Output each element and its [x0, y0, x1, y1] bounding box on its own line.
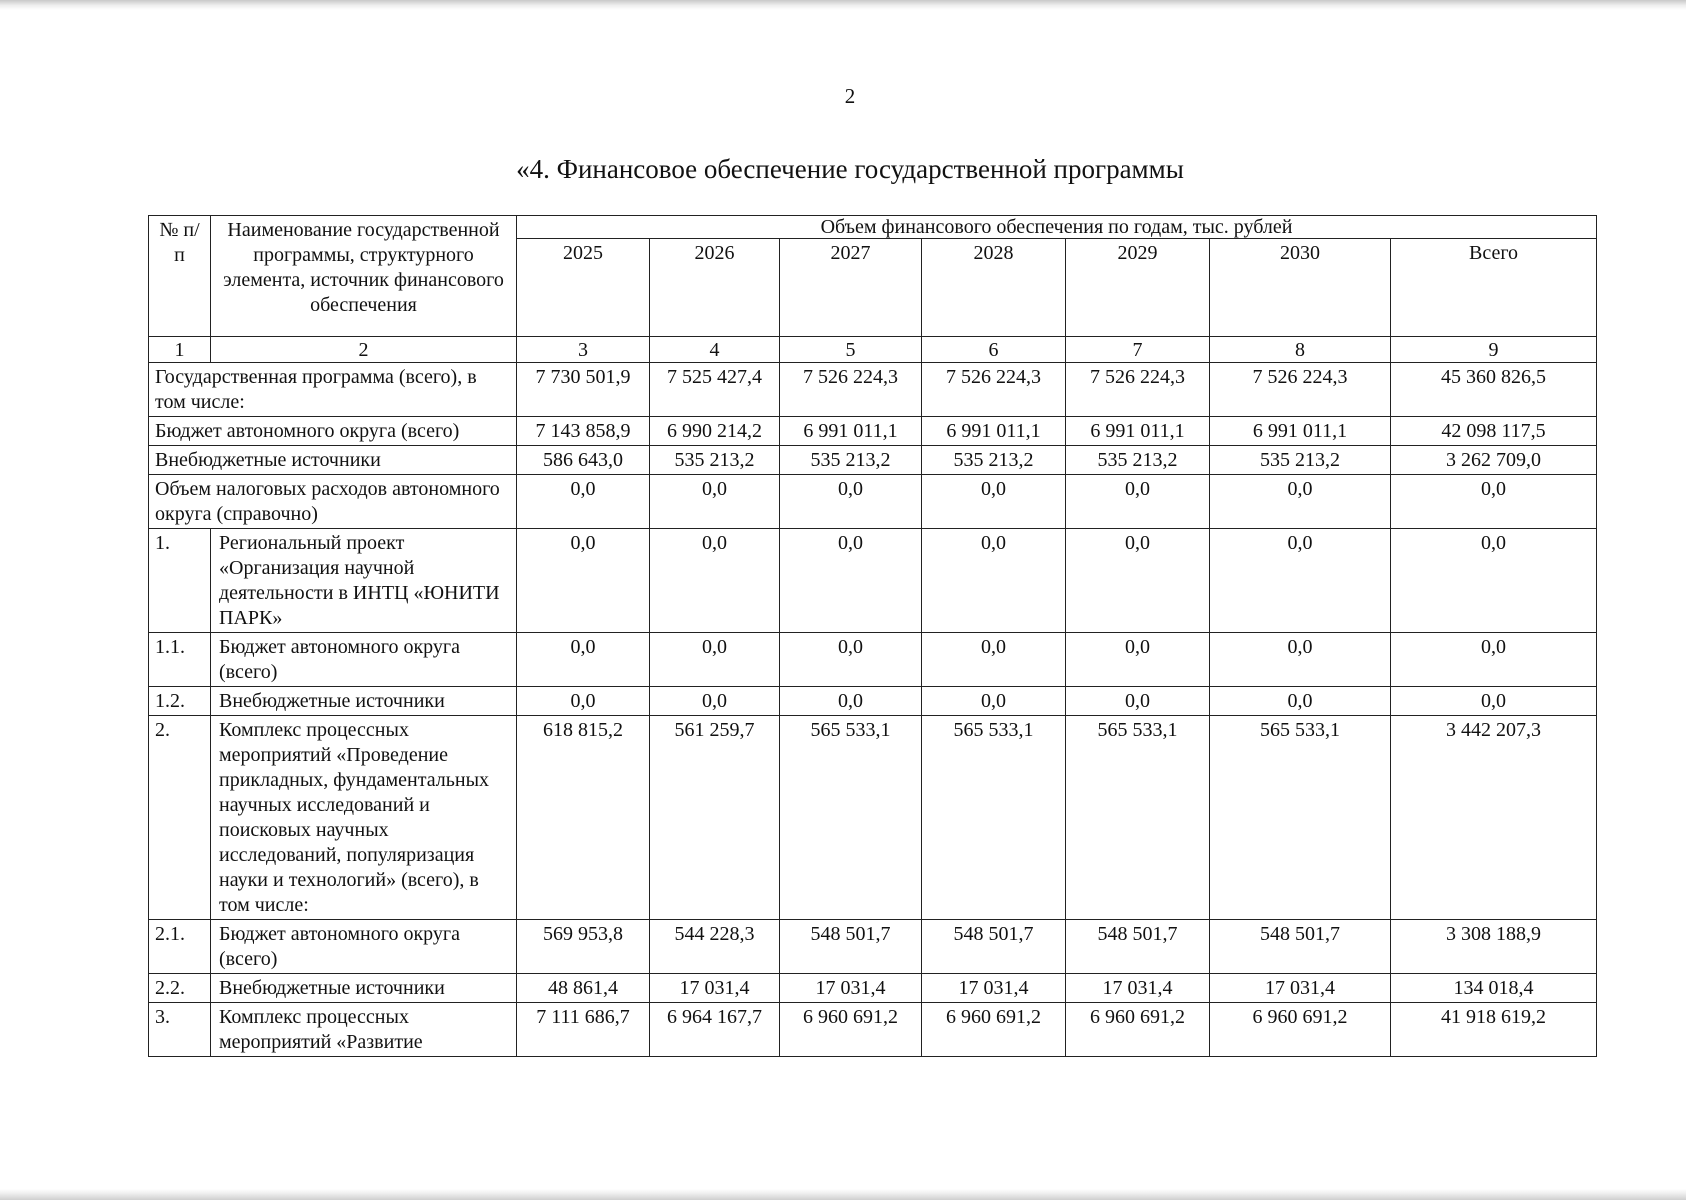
row-value: 7 526 224,3: [1210, 363, 1391, 417]
page-number: 2: [844, 84, 856, 108]
row-value: 6 960 691,2: [1210, 1003, 1391, 1057]
row-value: 586 643,0: [517, 446, 650, 475]
row-label: Региональный проект «Организация научной деятельности в ИНТЦ «ЮНИТИ ПАРК»: [211, 529, 517, 633]
header-year: 2029: [1066, 239, 1210, 337]
table-row: [149, 363, 1597, 417]
row-value: 0,0: [1066, 687, 1210, 716]
row-value: 0,0: [780, 475, 922, 529]
row-value: 48 861,4: [517, 974, 650, 1003]
row-value: 618 815,2: [517, 716, 650, 920]
financing-table: [148, 215, 1597, 1057]
row-value: 0,0: [1210, 475, 1391, 529]
row-value: 7 111 686,7: [517, 1003, 650, 1057]
row-value: 17 031,4: [1066, 974, 1210, 1003]
row-value: 0,0: [650, 633, 780, 687]
row-value: 0,0: [922, 529, 1066, 633]
column-number-row: [149, 337, 1597, 363]
row-value: 548 501,7: [1066, 920, 1210, 974]
header-year: 2030: [1210, 239, 1391, 337]
column-number: 4: [650, 337, 780, 363]
row-value: 0,0: [1210, 633, 1391, 687]
table-row: [149, 475, 1597, 529]
row-value: 6 991 011,1: [1066, 417, 1210, 446]
header-num: № п/п: [149, 216, 211, 337]
row-value: 0,0: [780, 687, 922, 716]
row-number: 3.: [149, 1003, 211, 1057]
row-label: Государственная программа (всего), в том числе:: [149, 363, 517, 417]
row-total: 3 308 188,9: [1391, 920, 1597, 974]
row-value: 0,0: [922, 633, 1066, 687]
row-value: 6 960 691,2: [1066, 1003, 1210, 1057]
header-row-top: [149, 216, 1597, 239]
row-value: 544 228,3: [650, 920, 780, 974]
row-label: Бюджет автономного округа (всего): [149, 417, 517, 446]
column-number: 9: [1391, 337, 1597, 363]
row-value: 0,0: [922, 687, 1066, 716]
row-value: 17 031,4: [780, 974, 922, 1003]
row-value: 0,0: [780, 633, 922, 687]
table-row: [149, 633, 1597, 687]
row-total: 0,0: [1391, 529, 1597, 633]
row-label: Внебюджетные источники: [149, 446, 517, 475]
row-value: 7 143 858,9: [517, 417, 650, 446]
row-value: 17 031,4: [922, 974, 1066, 1003]
row-value: 548 501,7: [1210, 920, 1391, 974]
row-value: 0,0: [650, 687, 780, 716]
document-title: «4. Финансовое обеспечение государственной программы: [516, 154, 1184, 184]
row-value: 7 526 224,3: [780, 363, 922, 417]
table-row: [149, 716, 1597, 920]
header-total: Всего: [1391, 239, 1597, 337]
row-total: 0,0: [1391, 475, 1597, 529]
row-number: 1.1.: [149, 633, 211, 687]
column-number: 7: [1066, 337, 1210, 363]
row-value: 535 213,2: [780, 446, 922, 475]
row-value: 0,0: [517, 633, 650, 687]
column-number: 1: [149, 337, 211, 363]
row-value: 0,0: [517, 687, 650, 716]
row-number: 2.1.: [149, 920, 211, 974]
table-row: [149, 417, 1597, 446]
table-row: [149, 920, 1597, 974]
table-row: [149, 974, 1597, 1003]
row-value: 6 990 214,2: [650, 417, 780, 446]
row-value: 535 213,2: [922, 446, 1066, 475]
row-value: 6 960 691,2: [780, 1003, 922, 1057]
row-value: 565 533,1: [780, 716, 922, 920]
row-value: 535 213,2: [650, 446, 780, 475]
column-number: 5: [780, 337, 922, 363]
row-value: 6 991 011,1: [922, 417, 1066, 446]
column-number: 6: [922, 337, 1066, 363]
header-group: Объем финансового обеспечения по годам, тыс. рублей: [517, 216, 1597, 239]
row-total: 3 262 709,0: [1391, 446, 1597, 475]
row-value: 0,0: [650, 529, 780, 633]
row-value: 0,0: [1210, 529, 1391, 633]
row-value: 0,0: [517, 529, 650, 633]
table-row: [149, 1003, 1597, 1057]
row-value: 6 964 167,7: [650, 1003, 780, 1057]
row-value: 6 960 691,2: [922, 1003, 1066, 1057]
header-name: Наименование государственной программы, структурного элемента, источник финансового обеспечения: [211, 216, 517, 337]
row-total: 134 018,4: [1391, 974, 1597, 1003]
row-value: 0,0: [1066, 529, 1210, 633]
header-year: 2028: [922, 239, 1066, 337]
scan-edge-top: [0, 0, 1686, 10]
row-value: 565 533,1: [1210, 716, 1391, 920]
row-label: Бюджет автономного округа (всего): [211, 633, 517, 687]
row-value: 0,0: [650, 475, 780, 529]
row-total: 41 918 619,2: [1391, 1003, 1597, 1057]
row-value: 561 259,7: [650, 716, 780, 920]
row-number: 1.2.: [149, 687, 211, 716]
row-value: 17 031,4: [1210, 974, 1391, 1003]
row-label: Объем налоговых расходов автономного округа (справочно): [149, 475, 517, 529]
row-value: 0,0: [1066, 633, 1210, 687]
row-label: Внебюджетные источники: [211, 974, 517, 1003]
row-total: 42 098 117,5: [1391, 417, 1597, 446]
row-number: 1.: [149, 529, 211, 633]
row-value: 0,0: [517, 475, 650, 529]
table-row: [149, 687, 1597, 716]
row-value: 565 533,1: [922, 716, 1066, 920]
table-row: [149, 446, 1597, 475]
row-value: 0,0: [1210, 687, 1391, 716]
row-total: 0,0: [1391, 633, 1597, 687]
row-value: 535 213,2: [1210, 446, 1391, 475]
row-label: Комплекс процессных мероприятий «Развитие: [211, 1003, 517, 1057]
column-number: 2: [211, 337, 517, 363]
row-value: 569 953,8: [517, 920, 650, 974]
header-year: 2025: [517, 239, 650, 337]
row-number: 2.: [149, 716, 211, 920]
table-row: [149, 529, 1597, 633]
row-total: 3 442 207,3: [1391, 716, 1597, 920]
scan-edge-bottom: [0, 1189, 1686, 1200]
row-value: 0,0: [922, 475, 1066, 529]
row-number: 2.2.: [149, 974, 211, 1003]
row-total: 45 360 826,5: [1391, 363, 1597, 417]
row-value: 535 213,2: [1066, 446, 1210, 475]
row-value: 565 533,1: [1066, 716, 1210, 920]
row-label: Внебюджетные источники: [211, 687, 517, 716]
row-value: 0,0: [780, 529, 922, 633]
row-value: 6 991 011,1: [780, 417, 922, 446]
column-number: 3: [517, 337, 650, 363]
row-total: 0,0: [1391, 687, 1597, 716]
row-label: Комплекс процессных мероприятий «Проведение прикладных, фундаментальных научных исследований и поисковых научных исследований, популяризация науки и технологий» (всего), в том числе:: [211, 716, 517, 920]
header-year: 2027: [780, 239, 922, 337]
column-number: 8: [1210, 337, 1391, 363]
row-value: 6 991 011,1: [1210, 417, 1391, 446]
row-label: Бюджет автономного округа (всего): [211, 920, 517, 974]
row-value: 7 526 224,3: [1066, 363, 1210, 417]
row-value: 548 501,7: [780, 920, 922, 974]
row-value: 7 730 501,9: [517, 363, 650, 417]
header-year: 2026: [650, 239, 780, 337]
row-value: 7 525 427,4: [650, 363, 780, 417]
row-value: 0,0: [1066, 475, 1210, 529]
row-value: 17 031,4: [650, 974, 780, 1003]
row-value: 548 501,7: [922, 920, 1066, 974]
table-body: [149, 216, 1597, 1057]
row-value: 7 526 224,3: [922, 363, 1066, 417]
